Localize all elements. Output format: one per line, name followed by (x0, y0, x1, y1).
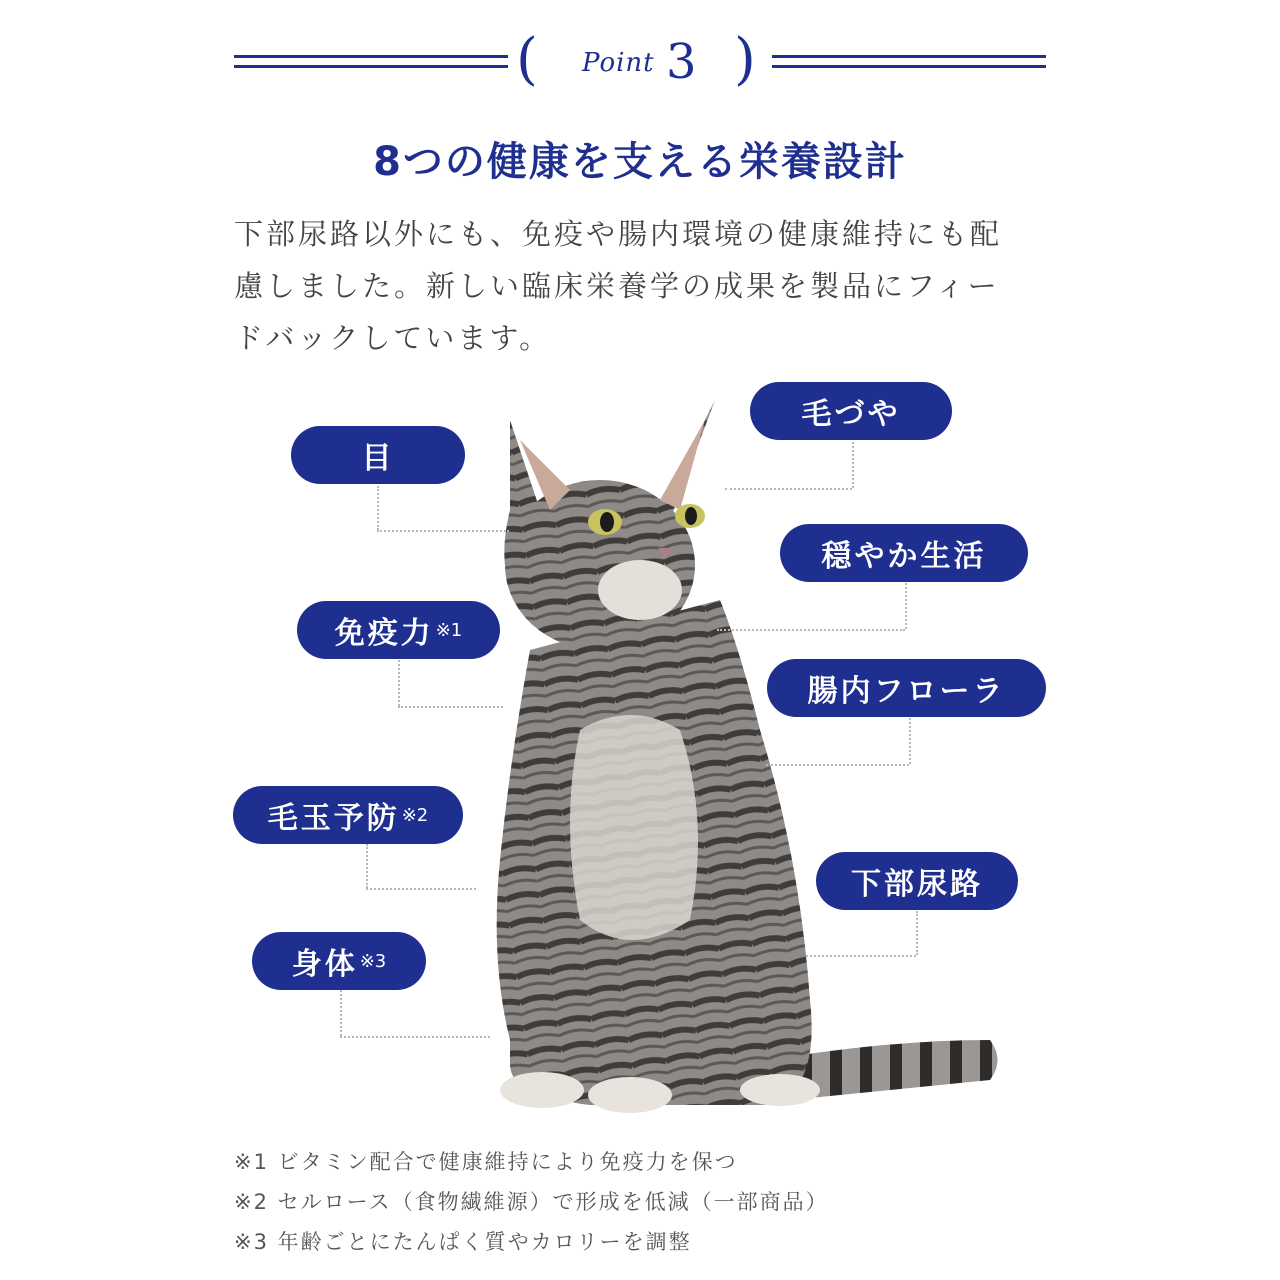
header-rule-left-top (234, 55, 508, 58)
tag-calm (780, 524, 1028, 582)
intro-paragraph (234, 208, 1054, 364)
leader-body-h (340, 1036, 490, 1038)
point-number: 3 (666, 34, 697, 90)
tag-hairball-label: 毛玉予防 (267, 801, 400, 836)
header-rule-right-top (772, 55, 1046, 58)
leader-immunity-v (398, 660, 400, 706)
leader-coat-h (725, 488, 852, 490)
tag-urinary-label: 下部尿路 (851, 867, 983, 902)
tag-eye (291, 426, 465, 484)
leader-calm-h (717, 629, 905, 631)
intro-line: 下部尿路以外にも、免疫や腸内環境の健康維持にも配 (234, 217, 1003, 251)
tag-immunity-note: ※1 (435, 619, 463, 641)
leader-gut-h (766, 764, 909, 766)
header-paren-open: ( (516, 27, 538, 92)
tag-body (252, 932, 426, 990)
leader-hairball-v (366, 844, 368, 888)
intro-line: 慮しました。新しい臨床栄養学の成果を製品にフィー (234, 269, 1000, 303)
tag-coat-label: 毛づや (801, 397, 901, 432)
tag-calm-label: 穏やか生活 (821, 539, 987, 574)
tag-body-note: ※3 (359, 950, 387, 972)
tag-hairball-note: ※2 (401, 804, 429, 826)
footnote-3: ※3 年齢ごとにたんぱく質やカロリーを調整 (234, 1230, 692, 1254)
intro-line: ドバックしています。 (234, 321, 552, 355)
tag-coat (750, 382, 952, 440)
header-rule-left-bottom (234, 65, 508, 68)
tag-gut-label: 腸内フローラ (807, 674, 1006, 709)
tag-immunity-label: 免疫力 (334, 616, 434, 651)
leader-urinary-v (916, 911, 918, 955)
tag-gut (767, 659, 1046, 717)
tag-eye-label: 目 (361, 441, 395, 476)
point-label: Point (582, 48, 655, 78)
leader-calm-v (905, 583, 907, 629)
tag-hairball (233, 786, 463, 844)
leader-hairball-h (366, 888, 476, 890)
footnote-2: ※2 セルロース（食物繊維源）で形成を低減（一部商品） (234, 1190, 829, 1214)
leader-coat-v (852, 442, 854, 488)
tag-body-label: 身体 (291, 947, 358, 982)
tag-urinary (816, 852, 1018, 910)
footnote-1: ※1 ビタミン配合で健康維持により免疫力を保つ (234, 1150, 738, 1174)
leader-eye-v (377, 486, 379, 530)
footnotes (234, 1142, 829, 1262)
leader-eye-h (377, 530, 509, 532)
leader-immunity-h (398, 706, 503, 708)
leader-body-v (340, 990, 342, 1036)
page-title: 8つの健康を支える栄養設計 (373, 139, 907, 185)
leader-gut-v (909, 718, 911, 764)
leader-urinary-h (806, 955, 916, 957)
cat-image (470, 400, 1010, 1120)
header-paren-close: ) (734, 27, 756, 92)
tag-immunity (297, 601, 500, 659)
header-rule-right-bottom (772, 65, 1046, 68)
